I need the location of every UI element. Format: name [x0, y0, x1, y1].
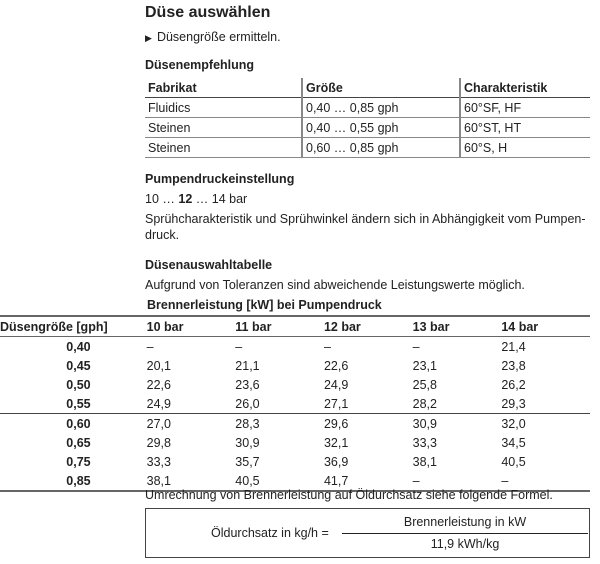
output-cell: 33,3: [412, 435, 437, 450]
formula-numerator: Brennerleistung in kW: [403, 515, 527, 529]
output-cell: 32,1: [323, 435, 349, 450]
table-row: [0, 433, 590, 452]
table-header-row: [145, 78, 590, 98]
output-cell: –: [323, 339, 331, 354]
output-cell: 20,1: [146, 358, 171, 373]
output-cell: 23,6: [235, 377, 260, 392]
output-cell: 34,5: [501, 435, 526, 450]
output-cell: 28,3: [235, 414, 324, 434]
fraction-line: [342, 533, 588, 534]
output-cell: –: [501, 471, 590, 491]
table-cell: 0,40 … 0,55 gph: [302, 118, 460, 138]
nozzle-size-cell: 0,45: [66, 358, 91, 373]
output-cell: 41,7: [324, 471, 413, 491]
output-cell: 26,2: [501, 377, 526, 392]
group-header: Brennerleistung [kW] bei Pumpendruck: [147, 298, 382, 312]
output-cell: 38,1: [412, 454, 437, 469]
column-header: 11 bar: [235, 316, 324, 337]
selection-note: Aufgrund von Toleranzen sind abweichende Leistungswerte möglich.: [145, 278, 525, 292]
table-row: [0, 337, 590, 357]
table-row: [0, 414, 590, 434]
output-cell: 21,4: [501, 339, 526, 354]
output-cell: 35,7: [235, 454, 260, 469]
column-header: 13 bar: [413, 316, 502, 337]
output-cell: 29,6: [324, 414, 413, 434]
table-cell: Steinen: [145, 118, 302, 138]
output-cell: 21,1: [235, 358, 260, 373]
table-cell: Fluidics: [145, 98, 302, 118]
pump-range: [145, 192, 247, 206]
nozzle-size-cell: 0,65: [66, 435, 91, 450]
output-cell: 23,1: [412, 358, 437, 373]
nozzle-size-cell: 0,50: [66, 377, 91, 392]
table-row: [145, 98, 590, 118]
output-cell: 29,8: [146, 435, 171, 450]
output-cell: 22,6: [323, 358, 349, 373]
output-cell: 28,2: [412, 396, 437, 411]
table-cell: Steinen: [145, 138, 302, 158]
pump-note-line1: Sprühcharakteristik und Sprühwinkel ändern sich in Abhängigkeit vom Pumpen-: [145, 212, 586, 226]
output-cell: –: [146, 339, 154, 354]
recommendation-table: [145, 78, 590, 158]
table-cell: 60°SF, HF: [460, 98, 590, 118]
output-cell: 22,6: [146, 377, 171, 392]
output-cell: 24,9: [323, 377, 349, 392]
output-cell: 24,9: [146, 396, 171, 411]
output-cell: 40,5: [501, 454, 526, 469]
range-default: 12: [178, 192, 193, 206]
output-cell: 26,0: [235, 396, 260, 411]
range-max: … 14 bar: [195, 192, 248, 206]
nozzle-size-cell: 0,40: [66, 339, 91, 354]
page-title: Düse auswählen: [145, 4, 271, 21]
range-min: 10 …: [145, 192, 175, 206]
nozzle-size-cell: 0,75: [66, 454, 91, 469]
formula-lhs: Öldurchsatz in kg/h =: [211, 526, 329, 540]
output-cell: 27,0: [147, 414, 236, 434]
table-row: [0, 452, 590, 471]
column-header: Charakteristik: [460, 78, 590, 98]
recommendation-heading: Düsenempfehlung: [145, 58, 255, 72]
column-header: Düsengröße [gph]: [0, 316, 147, 337]
table-header-row: [0, 316, 590, 337]
table-row: [145, 138, 590, 158]
arrow-icon: ▶: [145, 33, 157, 43]
output-cell: –: [412, 339, 420, 354]
output-cell: 40,5: [235, 471, 324, 491]
output-cell: –: [235, 339, 243, 354]
output-cell: 33,3: [146, 454, 171, 469]
table-cell: 60°S, H: [460, 138, 590, 158]
table-row: [0, 375, 590, 394]
nozzle-size-cell: 0,55: [66, 396, 91, 411]
output-cell: 25,8: [412, 377, 437, 392]
output-cell: 30,9: [235, 435, 260, 450]
output-cell: 29,3: [501, 396, 526, 411]
table-row: [0, 356, 590, 375]
nozzle-selection-table: [0, 315, 590, 492]
formula-box: [145, 508, 590, 558]
column-header: Fabrikat: [145, 78, 302, 98]
column-header: 12 bar: [324, 316, 413, 337]
conversion-note: Umrechnung von Brennerleistung auf Öldurchsatz siehe folgende Formel.: [145, 488, 553, 502]
column-header: 10 bar: [147, 316, 236, 337]
table-cell: 0,60 … 0,85 gph: [302, 138, 460, 158]
output-cell: 32,0: [501, 414, 590, 434]
column-header: Größe: [302, 78, 460, 98]
nozzle-size-cell: 0,60: [0, 414, 147, 434]
output-cell: –: [413, 471, 502, 491]
pump-heading: Pumpendruckeinstellung: [145, 172, 295, 186]
nozzle-size-cell: 0,85: [0, 471, 147, 491]
formula-denominator: 11,9 kWh/kg: [430, 537, 500, 551]
table-row: [145, 118, 590, 138]
table-cell: 60°ST, HT: [460, 118, 590, 138]
pump-note-line2: druck.: [145, 228, 180, 242]
instruction-step: [145, 30, 281, 44]
selection-heading: Düsenauswahltabelle: [145, 258, 273, 272]
step-text: Düsengröße ermitteln.: [156, 30, 281, 44]
output-cell: 27,1: [323, 396, 349, 411]
output-cell: 23,8: [501, 358, 526, 373]
table-cell: 0,40 … 0,85 gph: [302, 98, 460, 118]
table-row: [0, 394, 590, 414]
output-cell: 36,9: [323, 454, 349, 469]
column-header: 14 bar: [501, 316, 590, 337]
output-cell: 38,1: [147, 471, 236, 491]
output-cell: 30,9: [413, 414, 502, 434]
